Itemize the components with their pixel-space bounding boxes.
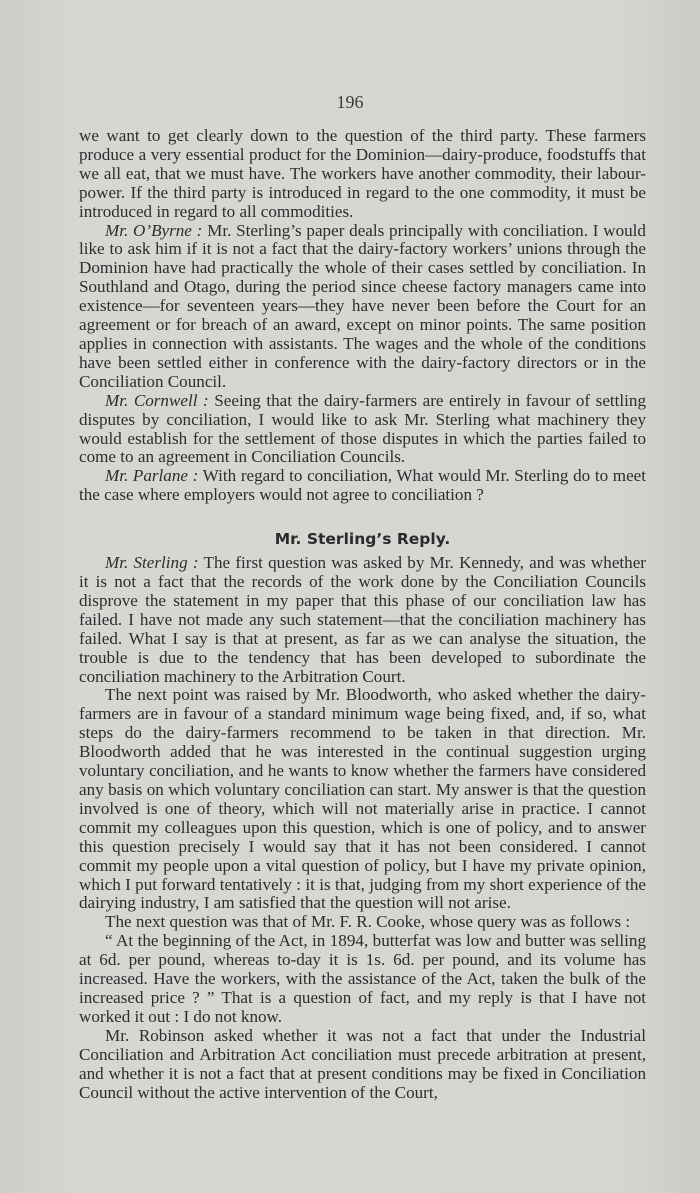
quoted-paragraph <box>79 932 646 1027</box>
paragraph-text: The first question was asked by Mr. Kennedy, and was whether it is not a fact that the records of the work done by the Conciliation Councils disprove the statement in my paper that this phase of our conciliation law has failed. I have not made any such statement—that the conciliation machinery has failed. What I say is that at present, as far as we can analyse the situation, the trouble is due to the tendency that has been developed to subordinate the conciliation machinery to the Arbitration Court. <box>79 553 646 686</box>
paragraph-text: The next point was raised by Mr. Bloodworth, who asked whether the dairy-farmers are in favour of a standard minimum wage being fixed, and, if so, what steps do the dairy-farmers recommend to be taken in that direction. Mr. Bloodworth added that he was interested in the continual suggestion urging voluntary conciliation, and he wants to know whether the farmers have considered any basis on which voluntary conciliation can start. My answer is that the question involved is one of theory, which will not materially arise in practice. I cannot commit my colleagues upon this question, which is one of policy, and to answer this question precisely I would say that it has not been considered. I cannot commit my people upon a vital question of policy, but I have my private opinion, which I put forward tentatively : it is that, judging from my short experience of the dairying industry, I am satisfied that the question will not arise. <box>79 685 646 913</box>
speaker-name: Mr. Parlane : <box>105 466 199 486</box>
speaker-name: Mr. Cornwell : <box>105 390 209 410</box>
page-number: 196 <box>336 92 364 112</box>
section-heading: Mr. Sterling’s Reply. <box>274 530 451 549</box>
paragraph <box>79 1027 646 1103</box>
paragraph <box>79 222 646 392</box>
paragraph <box>79 554 646 686</box>
paragraph-text: we want to get clearly down to the question of the third party. These farmers produce a very essential product for the Dominion—dairy-produce, foodstuffs that we all eat, that we must have. The workers have another commodity, their labour-power. If the third party is introduced in regard to the one commodity, it must be introduced in regard to all commodities. <box>79 126 646 221</box>
paragraph <box>79 467 646 505</box>
speaker-name: Mr. Sterling : <box>105 553 199 573</box>
paragraph-text: Mr. Sterling’s paper deals principally with conciliation. I would like to ask him if it is not a fact that the dairy-factory workers’ unions through the Dominion have had practically the whole of their cases settled by conciliation. In Southland and Otago, during the period since cheese factory managers came into existence—for seventeen years—they have never been before the Court for an agreement or for breach of an award, except on minor points. The same position applies in connection with assistants. The wages and the whole of the conditions have been settled either in conference with the dairy-factory directors or in the Conciliation Council. <box>79 220 646 391</box>
paragraph-text: The next question was that of Mr. F. R. Cooke, whose query was as follows : <box>105 912 631 932</box>
paragraph-text: Mr. Robinson asked whether it was not a fact that under the Industrial Conciliation and Arbitration Act conciliation must precede arbitration at present, and whether it is not a fact that at present conditions may be fixed in Conciliation Council without the active intervention of the Court, <box>79 1025 646 1102</box>
paragraph <box>79 686 646 913</box>
body-text <box>79 127 646 1102</box>
paragraph <box>79 913 646 932</box>
paragraph-text: Seeing that the dairy-farmers are entirely in favour of settling disputes by conciliation, I would like to ask Mr. Sterling what machinery they would establish for the settlement of those disputes in which the parties failed to come to an agreement in Conciliation Councils. <box>79 390 646 467</box>
speaker-name: Mr. O’Byrne : <box>105 220 203 240</box>
paragraph <box>79 392 646 468</box>
paragraph <box>79 127 646 222</box>
paragraph-text: “ At the beginning of the Act, in 1894, butterfat was low and butter was selling at 6d. per pound, whereas to-day it is 1s. 6d. per pound, and its volume has increased. Have the workers, with the assistance of the Act, taken the bulk of the increased price ? ” That is a question of fact, and my reply is that I have not worked it out : I do not know. <box>79 931 646 1026</box>
paragraph-text: With regard to conciliation, What would Mr. Sterling do to meet the case where employers would not agree to conciliation ? <box>79 466 646 505</box>
